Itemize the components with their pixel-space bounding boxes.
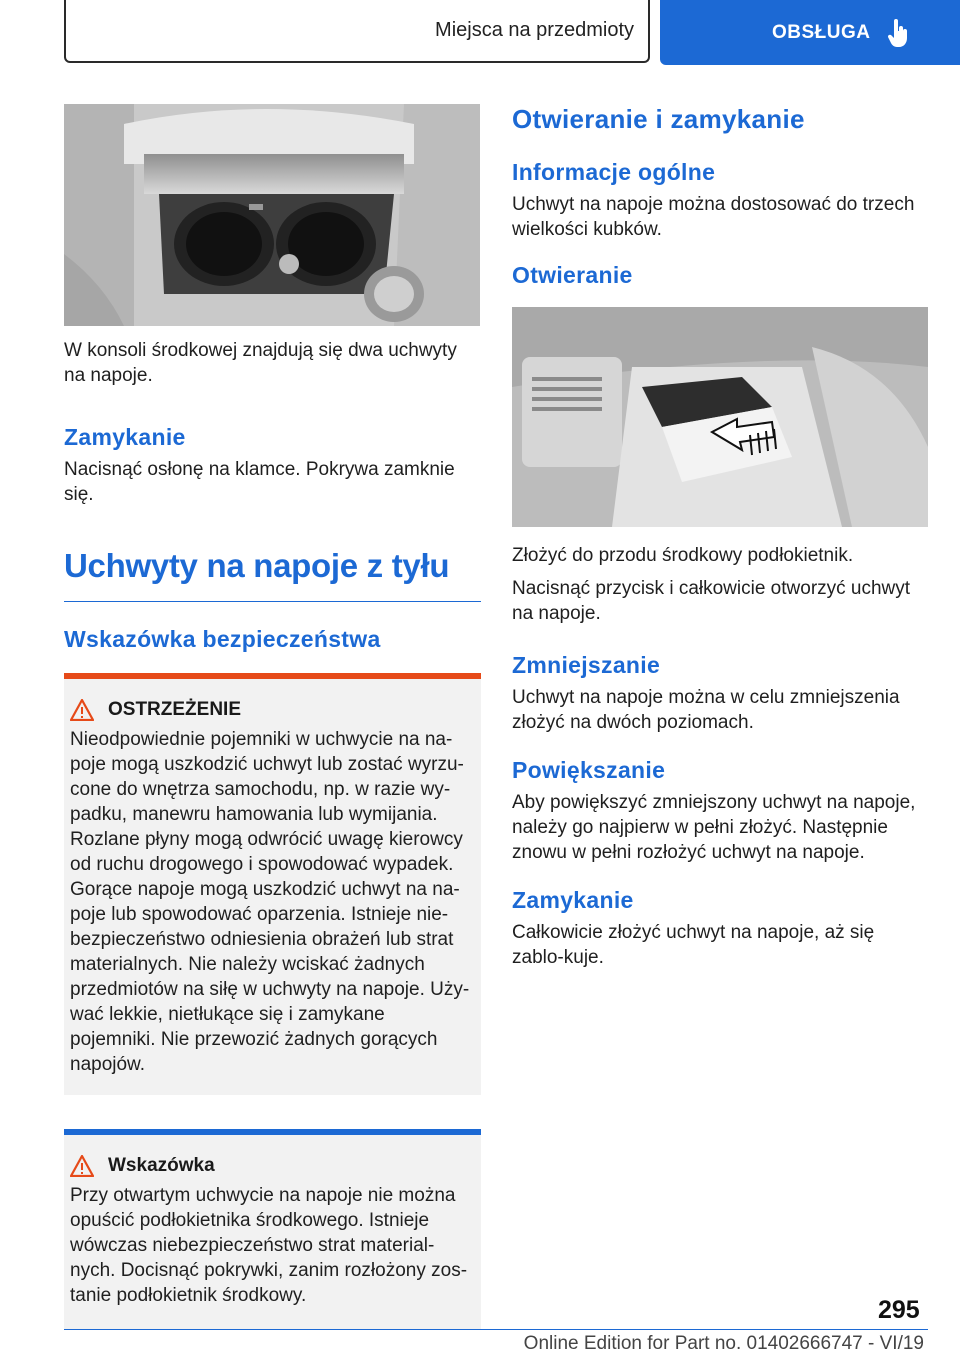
header-chapter-title: OBSŁUGA (772, 21, 871, 43)
opening-text-2: Nacisnąć przycisk i całkowicie otworzyć uchwyt na napoje. (512, 578, 911, 624)
note-triangle-icon (70, 1155, 94, 1177)
header-section-tab (64, 0, 650, 63)
closing-heading-right: Zamykanie (512, 887, 634, 913)
warning-triangle-icon (70, 699, 94, 721)
warning-text: Nieodpowiednie pojemniki w uchwycie na na-poje mogą uszkodzić uchwyt lub zostać wyrzu-cone do wnętrza samochodu, np. w razie wy-padku, manewru hamowania lub wymijania. Rozlane płyny mogą odwrócić uwagę kierowcy od ruchu drogowego i spowodować wypadek. Gorące napoje mogą uszkodzić uchwyt na na-poje lub spowodować oparzenia. Istnieje nie-bezpieczeństwo odniesienia obrażeń lub strat materialnych. Nie należy wciskać żadnych przedmiotów na siłę w uchwyty na napoje. Uży-wać lekkie, nietłukące się i zamykane pojemniki. Nie przewozić żadnych gorących napojów. (70, 729, 470, 1075)
enlarge-heading: Powiększanie (512, 757, 666, 783)
left-column (64, 104, 481, 1330)
general-info-text: Uchwyt na napoje można dostosować do trzech wielkości kubków. (512, 194, 915, 240)
opening-text-1: Złożyć do przodu środkowy podłokietnik. (512, 545, 854, 566)
note-title: Wskazówka (108, 1155, 215, 1176)
header-section-title: Miejsca na przedmioty (435, 19, 634, 41)
photo1-caption: W konsoli środkowej znajdują się dwa uchwyty na napoje. (64, 340, 457, 386)
right-column (512, 104, 928, 970)
rear-cupholders-heading: Uchwyty na napoje z tyłu (64, 547, 450, 584)
opening-heading: Otwieranie (512, 262, 633, 288)
enlarge-text: Aby powiększyć zmniejszony uchwyt na napoje, należy go najpierw w pełni złożyć. Następnie znowu w pełni rozłożyć uchwyt na napoje. (512, 792, 916, 863)
rear-armrest-photo (512, 307, 928, 527)
footer-rule (64, 1329, 928, 1330)
closing-text-right: Całkowicie złożyć uchwyt na napoje, aż się zablo-kuje. (512, 922, 875, 968)
warning-box (64, 673, 481, 1095)
note-box (64, 1129, 481, 1330)
general-info-heading: Informacje ogólne (512, 159, 716, 185)
reduce-text: Uchwyt na napoje można w celu zmniejszenia złożyć na dwóch poziomach. (512, 687, 900, 733)
header-chapter-tab (660, 0, 960, 65)
warning-title: OSTRZEŻENIE (108, 699, 242, 720)
hand-pointer-icon (887, 19, 909, 47)
page-number: 295 (878, 1296, 920, 1324)
note-text: Przy otwartym uchwycie na napoje nie można opuścić podłokietnika środkowego. Istnieje wówczas niebezpieczeństwo strat material-nych. Docisnąć pokrywki, zanim rozłożony zos-tanie podłokietnik środkowy. (70, 1185, 468, 1306)
closing-text-left: Nacisnąć osłonę na klamce. Pokrywa zamknie się. (64, 459, 455, 505)
reduce-heading: Zmniejszanie (512, 652, 661, 678)
center-console-cupholder-photo (64, 104, 480, 326)
closing-heading-left: Zamykanie (64, 424, 186, 450)
edition-line: Online Edition for Part no. 01402666747 - VI/19 (523, 1333, 924, 1354)
heading-rule (64, 601, 481, 602)
open-close-heading: Otwieranie i zamykanie (512, 104, 805, 134)
safety-heading: Wskazówka bezpieczeństwa (64, 626, 381, 652)
